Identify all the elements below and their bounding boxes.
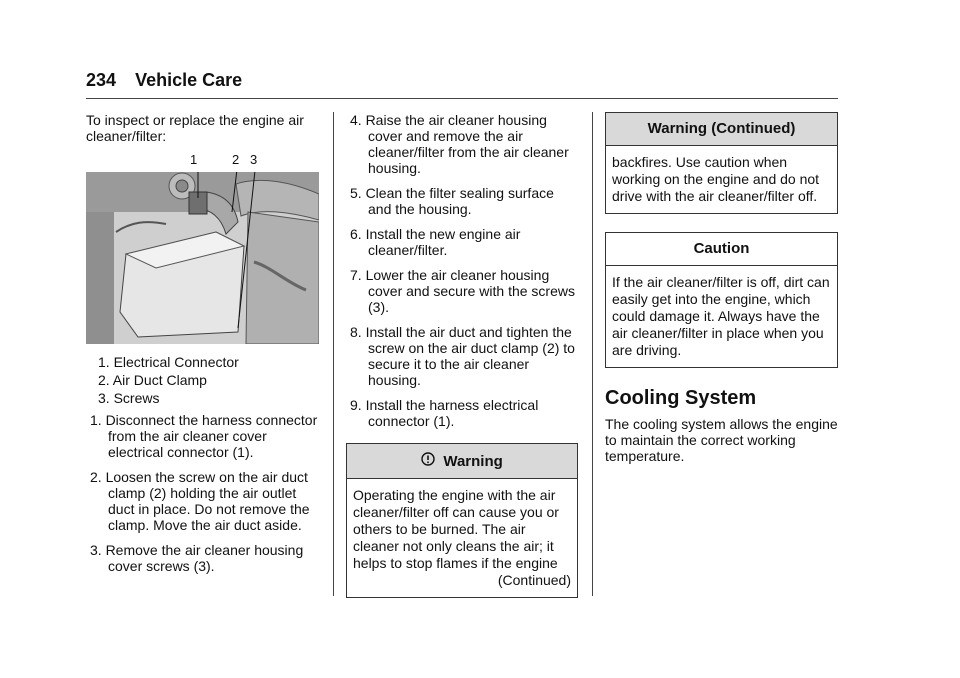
step-item: 7. Lower the air cleaner housing cover and secure with the screws (3). bbox=[350, 267, 575, 315]
step-item: 3. Remove the air cleaner housing cover screws (3). bbox=[90, 542, 304, 574]
warning-continued-body bbox=[606, 146, 837, 213]
header-rule bbox=[86, 98, 838, 99]
warning-text: Operating the engine with the air cleaner/filter off can cause you or others to be burned. The air cleaner not only cleans the air; it helps to stop flames if the engine bbox=[353, 487, 559, 571]
legend-item: 2. Air Duct Clamp bbox=[98, 372, 207, 388]
section-title: Vehicle Care bbox=[135, 70, 243, 90]
step-item: 6. Install the new engine air cleaner/filter. bbox=[350, 226, 521, 258]
steps-list-1 bbox=[86, 412, 322, 574]
column-2 bbox=[346, 112, 578, 598]
step-item: 2. Loosen the screw on the air duct clamp (2) holding the air outlet duct in place. Do not remove the clamp. Move the air duct aside. bbox=[90, 469, 310, 533]
step-item: 1. Disconnect the harness connector from the air cleaner cover electrical connector (1). bbox=[90, 412, 318, 460]
warning-body bbox=[347, 479, 577, 597]
warning-header bbox=[347, 444, 577, 479]
warning-continued-text: backfires. Use caution when working on the engine and do not drive with the air cleaner/filter off. bbox=[612, 154, 820, 204]
cooling-system-heading: Cooling System bbox=[605, 387, 757, 409]
intro-text: To inspect or replace the engine air cleaner/filter: bbox=[86, 112, 304, 144]
step-item: 8. Install the air duct and tighten the screw on the air duct clamp (2) to secure it to the air cleaner housing. bbox=[350, 324, 575, 388]
column-3 bbox=[605, 112, 838, 464]
step-item: 4. Raise the air cleaner housing cover and remove the air cleaner/filter from the air cleaner housing. bbox=[350, 112, 569, 176]
cooling-system-text: The cooling system allows the engine to maintain the correct working temperature. bbox=[605, 416, 838, 464]
warning-icon bbox=[421, 452, 435, 470]
engine-figure bbox=[86, 152, 319, 342]
caution-header: Caution bbox=[606, 233, 837, 266]
page-number: 234 bbox=[86, 70, 117, 90]
callout-2: 2 bbox=[232, 152, 240, 167]
column-divider-2 bbox=[592, 112, 593, 596]
step-item: 5. Clean the filter sealing surface and the housing. bbox=[350, 185, 554, 217]
callout-3: 3 bbox=[250, 152, 258, 167]
column-divider-1 bbox=[333, 112, 334, 596]
continued-label: (Continued) bbox=[497, 572, 571, 588]
callout-1: 1 bbox=[190, 152, 198, 167]
step-item: 9. Install the harness electrical connector (1). bbox=[350, 397, 539, 429]
figure-legend bbox=[86, 354, 322, 406]
legend-item: 3. Screws bbox=[98, 390, 160, 406]
caution-box bbox=[605, 232, 838, 368]
warning-continued-header: Warning (Continued) bbox=[606, 113, 837, 146]
warning-box bbox=[346, 443, 578, 598]
caution-text: If the air cleaner/filter is off, dirt can easily get into the engine, which could damage it. Always have the air cleaner/filter in place when you are driving. bbox=[612, 274, 830, 358]
page-header bbox=[86, 70, 242, 91]
engine-illustration bbox=[86, 172, 319, 344]
warning-continued-box bbox=[605, 112, 838, 214]
legend-item: 1. Electrical Connector bbox=[98, 354, 239, 370]
caution-body bbox=[606, 266, 837, 367]
column-1 bbox=[86, 112, 322, 583]
warning-title: Warning bbox=[443, 453, 503, 470]
steps-list-2 bbox=[346, 112, 578, 429]
